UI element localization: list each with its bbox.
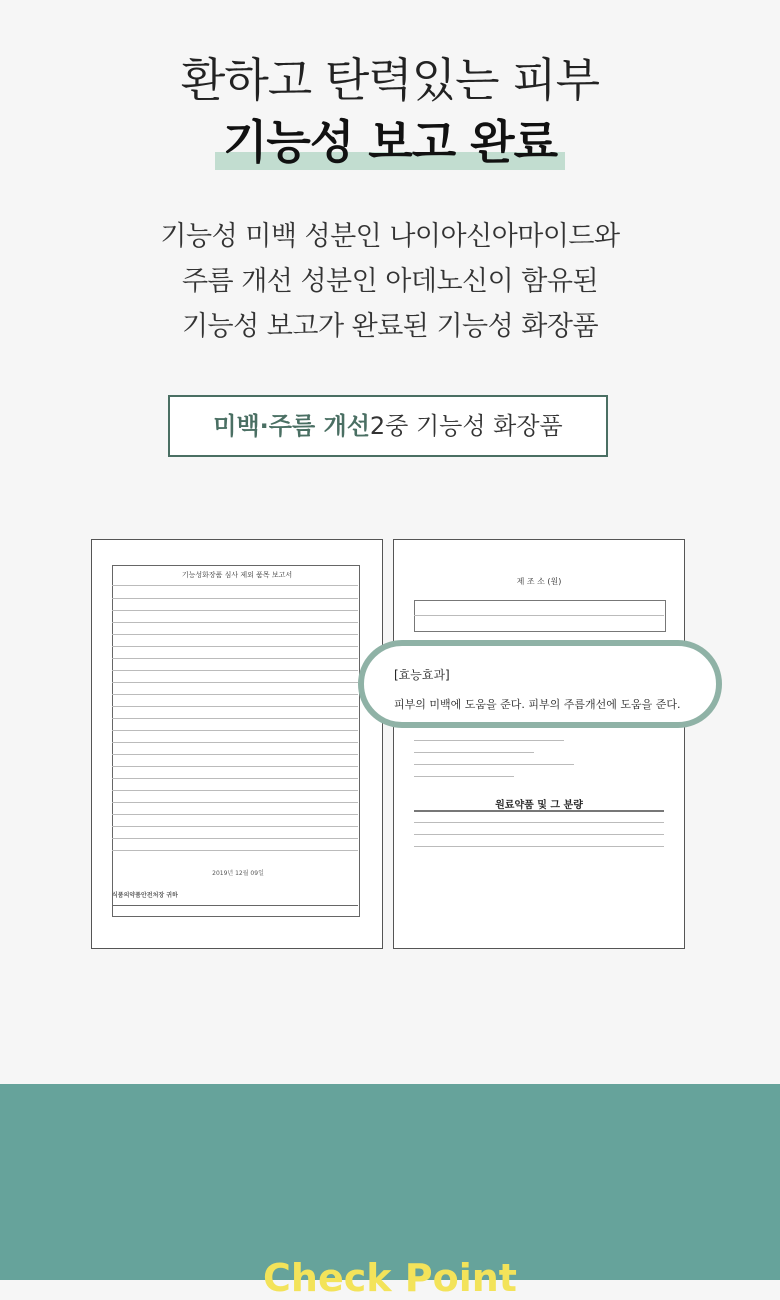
description-line: 기능성 미백 성분인 나이아신아마이드와 bbox=[160, 221, 620, 252]
efficacy-callout bbox=[358, 640, 722, 728]
hero-subtitle bbox=[0, 112, 780, 172]
manufacturing-table bbox=[414, 600, 666, 632]
ingredients-title: 원료약품 및 그 분량 bbox=[495, 800, 583, 811]
function-badge bbox=[168, 395, 608, 457]
report-form-title: 기능성화장품 심사 제외 품목 보고서 bbox=[181, 571, 293, 579]
badge-rest: 2중 기능성 화장품 bbox=[369, 412, 563, 440]
report-date: 2019년 12월 09일 bbox=[212, 870, 264, 877]
description bbox=[0, 214, 780, 349]
manufacturing-title: 제 조 소 (원) bbox=[516, 577, 562, 586]
check-point-section bbox=[0, 1084, 780, 1280]
report-document-image bbox=[91, 539, 383, 949]
efficacy-title: [효능효과] bbox=[394, 668, 450, 682]
efficacy-text: 피부의 미백에 도움을 준다. 피부의 주름개선에 도움을 준다. bbox=[394, 698, 681, 711]
badge-strong: 미백·주름 개선 bbox=[213, 412, 370, 440]
check-point-title: Check Point bbox=[263, 1256, 517, 1300]
description-line: 주름 개선 성분인 아데노신이 함유된 bbox=[181, 266, 599, 297]
description-line: 기능성 보고가 완료된 기능성 화장품 bbox=[181, 311, 599, 342]
report-footer-label: 식품의약품안전처장 귀하 bbox=[112, 892, 178, 899]
hero-subtitle-text: 기능성 보고 완료 bbox=[219, 112, 561, 172]
report-form-frame bbox=[112, 565, 360, 917]
hero-title: 환하고 탄력있는 피부 bbox=[180, 53, 600, 107]
manufacturing-document-image bbox=[393, 539, 685, 949]
